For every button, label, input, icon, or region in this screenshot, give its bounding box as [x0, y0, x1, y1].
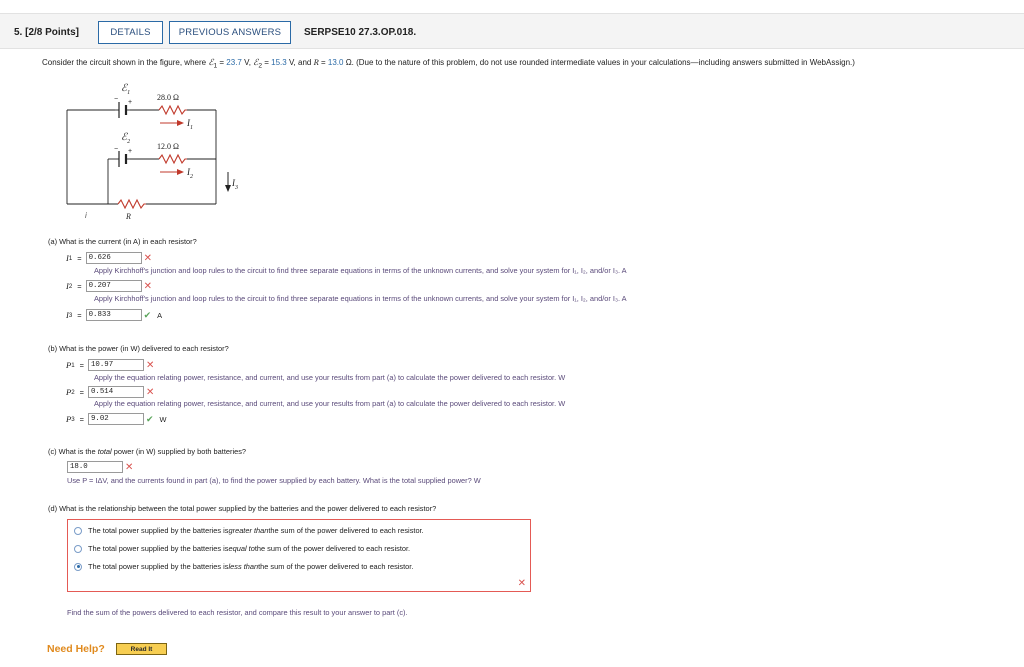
p3-answer-subscript: 3 [71, 415, 75, 423]
i2-label-subscript: 2 [190, 174, 193, 180]
i3-unit: A [157, 310, 163, 320]
p3-answer-row [66, 413, 167, 425]
radio-button[interactable] [74, 527, 82, 535]
current-arrow-i1-icon [160, 120, 184, 126]
wrong-x-icon: ✕ [145, 386, 155, 398]
emf2-value: 15.3 [271, 58, 287, 67]
option-text: The total power supplied by the batteries is [88, 526, 229, 535]
battery-2-plus: + [128, 148, 133, 155]
option-text: The total power supplied by the batteries is [88, 562, 229, 571]
part-c-question [48, 447, 246, 456]
p2-answer-label: P [66, 387, 72, 397]
i1-answer-row [66, 252, 152, 264]
battery-1-minus: − [114, 96, 119, 103]
r2-label: 12.0 Ω [157, 142, 179, 151]
correct-check-icon: ✔ [145, 413, 154, 424]
part-a-question: (a) What is the current (in A) in each resistor? [48, 237, 197, 246]
wrong-x-icon: ✕ [145, 359, 155, 371]
equals-sign: = [318, 58, 328, 67]
part-c-emphasis: total [97, 447, 112, 456]
p1-answer-label: P [66, 360, 72, 370]
r-value: 13.0 [327, 58, 344, 67]
equals-sign: = [77, 253, 82, 263]
i2-hint: Apply Kirchhoff's junction and loop rules to the circuit to find three separate equations in terms of the unknown currents, and solve your system for I₁, I₂, and/or I₃. A [94, 294, 627, 303]
svg-text:ℰ2 [121, 132, 130, 145]
multiple-choice-box [67, 519, 531, 592]
emf1-symbol: ℰ [208, 57, 214, 67]
p2-answer-input[interactable]: 0.514 [88, 386, 144, 398]
battery-1-plus: + [128, 99, 133, 106]
p1-hint: Apply the equation relating power, resistance, and current, and use your results from part (a) to calculate the power delivered to each resistor. W [94, 373, 566, 382]
wrong-x-icon: ✕ [143, 252, 152, 264]
read-it-button[interactable]: Read It [116, 643, 167, 655]
r-symbol: R [313, 57, 319, 67]
prompt-text: Consider the circuit shown in the figure, where [42, 58, 209, 67]
i1-hint: Apply Kirchhoff's junction and loop rules to the circuit to find three separate equations in terms of the unknown currents, and solve your system for I₁, I₂, and/or I₃. A [94, 266, 627, 275]
equals-sign: = [79, 360, 84, 370]
p2-hint: Apply the equation relating power, resistance, and current, and use your results from part (a) to calculate the power delivered to each resistor. W [94, 399, 566, 408]
correct-check-icon: ✔ [143, 309, 152, 320]
equals-sign: = [77, 281, 82, 291]
p3-answer-label: P [66, 414, 72, 424]
p2-answer-row [66, 386, 154, 398]
emf2-label: ℰ [121, 132, 128, 143]
p3-answer-input[interactable]: 9.02 [88, 413, 144, 425]
prompt-text: V, [241, 58, 254, 67]
equals-sign: = [79, 414, 84, 424]
circuit-figure [60, 80, 280, 215]
emf2-label-subscript: 2 [127, 139, 131, 145]
resistor-1-icon [159, 106, 187, 114]
i3-label: I [232, 178, 235, 188]
problem-prompt [42, 57, 855, 70]
emf2-subscript: 2 [258, 62, 263, 70]
r1-label: 28.0 Ω [157, 93, 179, 102]
option-text: the sum of the power delivered to each resistor. [254, 544, 411, 553]
mc-option-less[interactable] [74, 562, 413, 571]
previous-answers-button[interactable]: PREVIOUS ANSWERS [169, 21, 291, 44]
svg-text:I1 [186, 118, 193, 131]
p1-answer-row [66, 359, 154, 371]
i3-answer-subscript: 3 [68, 311, 73, 319]
current-arrow-i2-icon [160, 169, 184, 175]
part-c-text: (c) What is the [48, 447, 98, 456]
details-button[interactable]: DETAILS [98, 21, 163, 44]
option-text: the sum of the power delivered to each resistor. [258, 562, 414, 571]
equals-sign: = [262, 58, 272, 67]
option-text: the sum of the power delivered to each resistor. [268, 526, 424, 535]
total-power-answer-row [67, 461, 133, 473]
p3-unit: W [159, 414, 167, 424]
prompt-text: Ω. (Due to the nature of this problem, do not use rounded intermediate values in your calculations—including answers submitted in WebAssign.) [343, 58, 855, 67]
problem-id: SERPSE10 27.3.OP.018. [304, 27, 417, 38]
wrong-x-icon: ✕ [125, 461, 134, 473]
emf2-symbol: ℰ [253, 57, 259, 67]
current-arrow-i3-icon [225, 172, 231, 192]
i3-answer-row [66, 309, 162, 321]
i1-label: I [187, 118, 190, 128]
question-number: 5. [2/8 Points] [14, 27, 80, 38]
total-power-input[interactable]: 18.0 [67, 461, 123, 473]
mc-option-equal[interactable] [74, 544, 410, 553]
emf1-label: ℰ [121, 83, 128, 94]
prompt-text: V, and [286, 58, 314, 67]
i2-answer-input[interactable]: 0.207 [86, 280, 142, 292]
mc-option-greater[interactable] [74, 526, 424, 535]
svg-text:ℰ1 [121, 83, 130, 96]
emf1-value: 23.7 [226, 58, 242, 67]
part-d-question: (d) What is the relationship between the total power supplied by the batteries and the power delivered to each resistor? [48, 504, 437, 513]
p1-answer-input[interactable]: 10.97 [88, 359, 144, 371]
radio-button[interactable] [74, 545, 82, 553]
question-header [0, 13, 1024, 49]
p1-answer-subscript: 1 [71, 361, 75, 369]
p2-answer-subscript: 2 [71, 388, 75, 396]
i2-answer-label: I [66, 281, 69, 291]
i2-answer-subscript: 2 [68, 282, 73, 290]
i3-answer-input[interactable]: 0.833 [86, 309, 142, 321]
battery-2-minus: − [114, 146, 119, 153]
option-text: The total power supplied by the batteries is [88, 544, 229, 553]
info-icon[interactable]: i [85, 211, 87, 220]
equals-sign: = [79, 387, 84, 397]
i3-answer-label: I [66, 310, 69, 320]
i2-answer-row [66, 280, 152, 292]
emf1-label-subscript: 1 [127, 90, 131, 96]
equals-sign: = [217, 58, 227, 67]
part-c-text: power (in W) supplied by both batteries? [111, 447, 247, 456]
equals-sign: = [77, 310, 82, 320]
option-emphasis: equal to [228, 544, 255, 553]
wrong-x-icon: ✕ [517, 578, 526, 589]
option-emphasis: greater than [228, 526, 269, 535]
i1-label-subscript: 1 [190, 125, 193, 131]
r-label: R [126, 212, 131, 221]
i1-answer-subscript: 1 [68, 254, 73, 262]
resistor-r-icon [118, 200, 146, 208]
i1-answer-input[interactable]: 0.626 [86, 252, 142, 264]
part-c-hint: Use P = IΔV, and the currents found in part (a), to find the power supplied by each battery. What is the total supplied power? W [67, 476, 481, 485]
part-d-hint: Find the sum of the powers delivered to each resistor, and compare this result to your answer to part (c). [67, 608, 408, 617]
i3-label-subscript: 3 [235, 185, 238, 191]
resistor-2-icon [159, 155, 187, 163]
radio-button-selected[interactable] [74, 563, 82, 571]
need-help-label: Need Help? [47, 643, 105, 655]
wrong-x-icon: ✕ [143, 280, 152, 292]
emf1-subscript: 1 [213, 62, 218, 70]
part-b-question: (b) What is the power (in W) delivered to each resistor? [48, 344, 229, 353]
i2-label: I [187, 167, 190, 177]
svg-text:I3 [231, 178, 238, 191]
option-emphasis: less than [228, 562, 259, 571]
i1-answer-label: I [66, 253, 69, 263]
svg-text:I2 [186, 167, 193, 180]
